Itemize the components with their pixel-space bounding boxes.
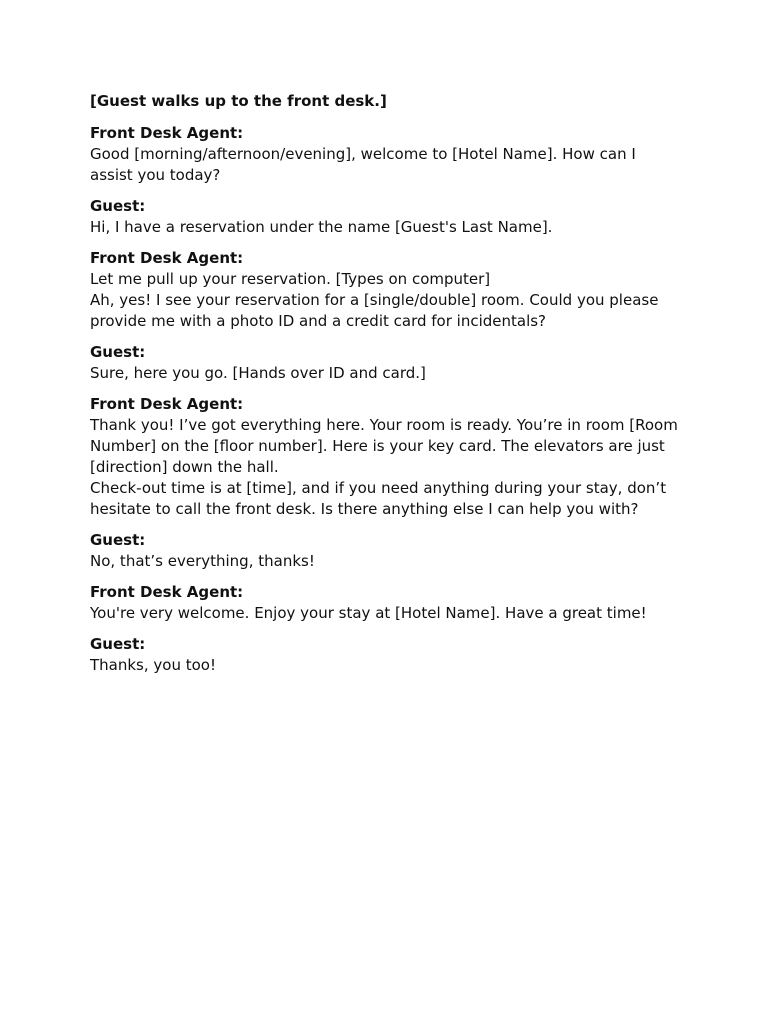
document-page (90, 91, 680, 686)
dialogue-turn-guest (90, 342, 680, 384)
dialogue-line: Let me pull up your reservation. [Types on computer] (90, 270, 491, 288)
speaker-label: Guest: (90, 343, 146, 361)
dialogue-line: Hi, I have a reservation under the name [Guest's Last Name]. (90, 218, 553, 236)
dialogue-line: Good [morning/afternoon/evening], welcome to [Hotel Name]. How can I assist you today? (90, 145, 636, 184)
dialogue-turn-agent (90, 123, 680, 186)
dialogue-line: No, that’s everything, thanks! (90, 552, 315, 570)
dialogue-line: Check-out time is at [time], and if you need anything during your stay, don’t hesitate to call the front desk. Is there anything else I can help you with? (90, 479, 667, 518)
dialogue-line: Thank you! I’ve got everything here. Your room is ready. You’re in room [Room Number] on the [floor number]. Here is your key card. The elevators are just [direction] down the hall. (90, 416, 678, 476)
dialogue-line: You're very welcome. Enjoy your stay at [Hotel Name]. Have a great time! (90, 604, 647, 622)
dialogue-turn-agent (90, 394, 680, 520)
dialogue-turn-agent (90, 582, 680, 624)
dialogue-line: Thanks, you too! (90, 656, 216, 674)
speaker-label: Front Desk Agent: (90, 395, 244, 413)
speaker-label: Front Desk Agent: (90, 124, 244, 142)
speaker-label: Guest: (90, 635, 146, 653)
speaker-label: Front Desk Agent: (90, 249, 244, 267)
dialogue-turn-agent (90, 248, 680, 332)
speaker-label: Guest: (90, 197, 146, 215)
speaker-label: Front Desk Agent: (90, 583, 244, 601)
dialogue-turn-guest (90, 530, 680, 572)
dialogue-turn-guest (90, 196, 680, 238)
speaker-label: Guest: (90, 531, 146, 549)
dialogue-turn-guest (90, 634, 680, 676)
dialogue-line: Sure, here you go. [Hands over ID and card.] (90, 364, 426, 382)
dialogue-line: Ah, yes! I see your reservation for a [single/double] room. Could you please provide me with a photo ID and a credit card for incidentals? (90, 291, 659, 330)
stage-direction: [Guest walks up to the front desk.] (90, 92, 387, 110)
